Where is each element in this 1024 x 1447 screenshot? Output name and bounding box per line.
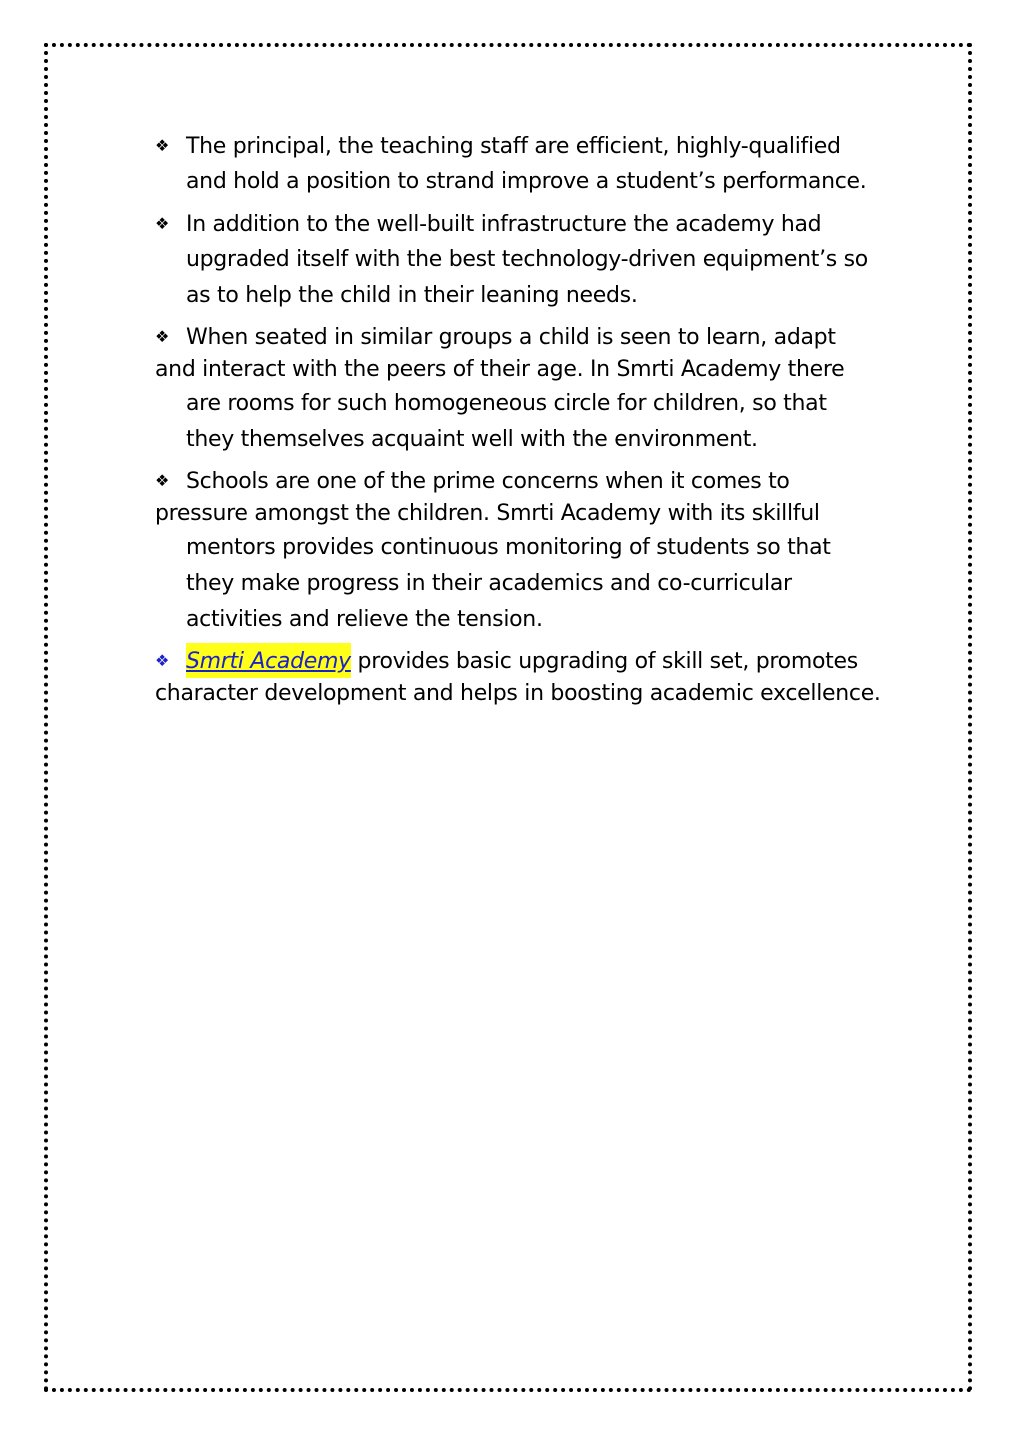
diamond-bullet-icon: ❖: [155, 327, 170, 346]
list-item-text: activities and relieve the tension.: [186, 607, 543, 632]
list-item: [155, 644, 895, 710]
list-item: [155, 206, 895, 314]
list-item-text: In addition to the well-built infrastructure the academy had: [186, 212, 822, 237]
diamond-bullet-icon: ❖: [155, 136, 170, 155]
list-item-text: character development and helps in boosting academic excellence.: [155, 681, 881, 706]
document-body: [155, 128, 895, 716]
list-item-text: The principal, the teaching staff are efficient, highly-qualified: [186, 134, 841, 159]
list-item-text: mentors provides continuous monitoring of students so that: [186, 535, 831, 560]
list-item-text: and hold a position to strand improve a student’s performance.: [186, 169, 867, 194]
list-item-text: and interact with the peers of their age. In Smrti Academy there: [155, 357, 845, 382]
list-item-text: as to help the child in their leaning needs.: [186, 283, 638, 308]
list-item-text: they make progress in their academics and co-curricular: [186, 571, 792, 596]
list-item-text: pressure amongst the children. Smrti Academy with its skillful: [155, 501, 820, 526]
list-item-text: they themselves acquaint well with the environment.: [186, 427, 758, 452]
diamond-bullet-icon: ❖: [155, 471, 170, 490]
list-item-text: upgraded itself with the best technology-driven equipment’s so: [186, 247, 868, 272]
list-item: [155, 128, 895, 200]
list-item-text: provides basic upgrading of skill set, promotes: [350, 649, 858, 674]
list-item: [155, 464, 895, 638]
list-item: [155, 320, 895, 458]
smrti-academy-link[interactable]: Smrti Academy: [186, 643, 351, 678]
diamond-bullet-icon: ❖: [155, 651, 170, 670]
list-item-text: are rooms for such homogeneous circle for children, so that: [186, 391, 827, 416]
diamond-bullet-icon: ❖: [155, 214, 170, 233]
list-item-text: When seated in similar groups a child is seen to learn, adapt: [186, 325, 836, 350]
list-item-text: Schools are one of the prime concerns when it comes to: [186, 469, 790, 494]
